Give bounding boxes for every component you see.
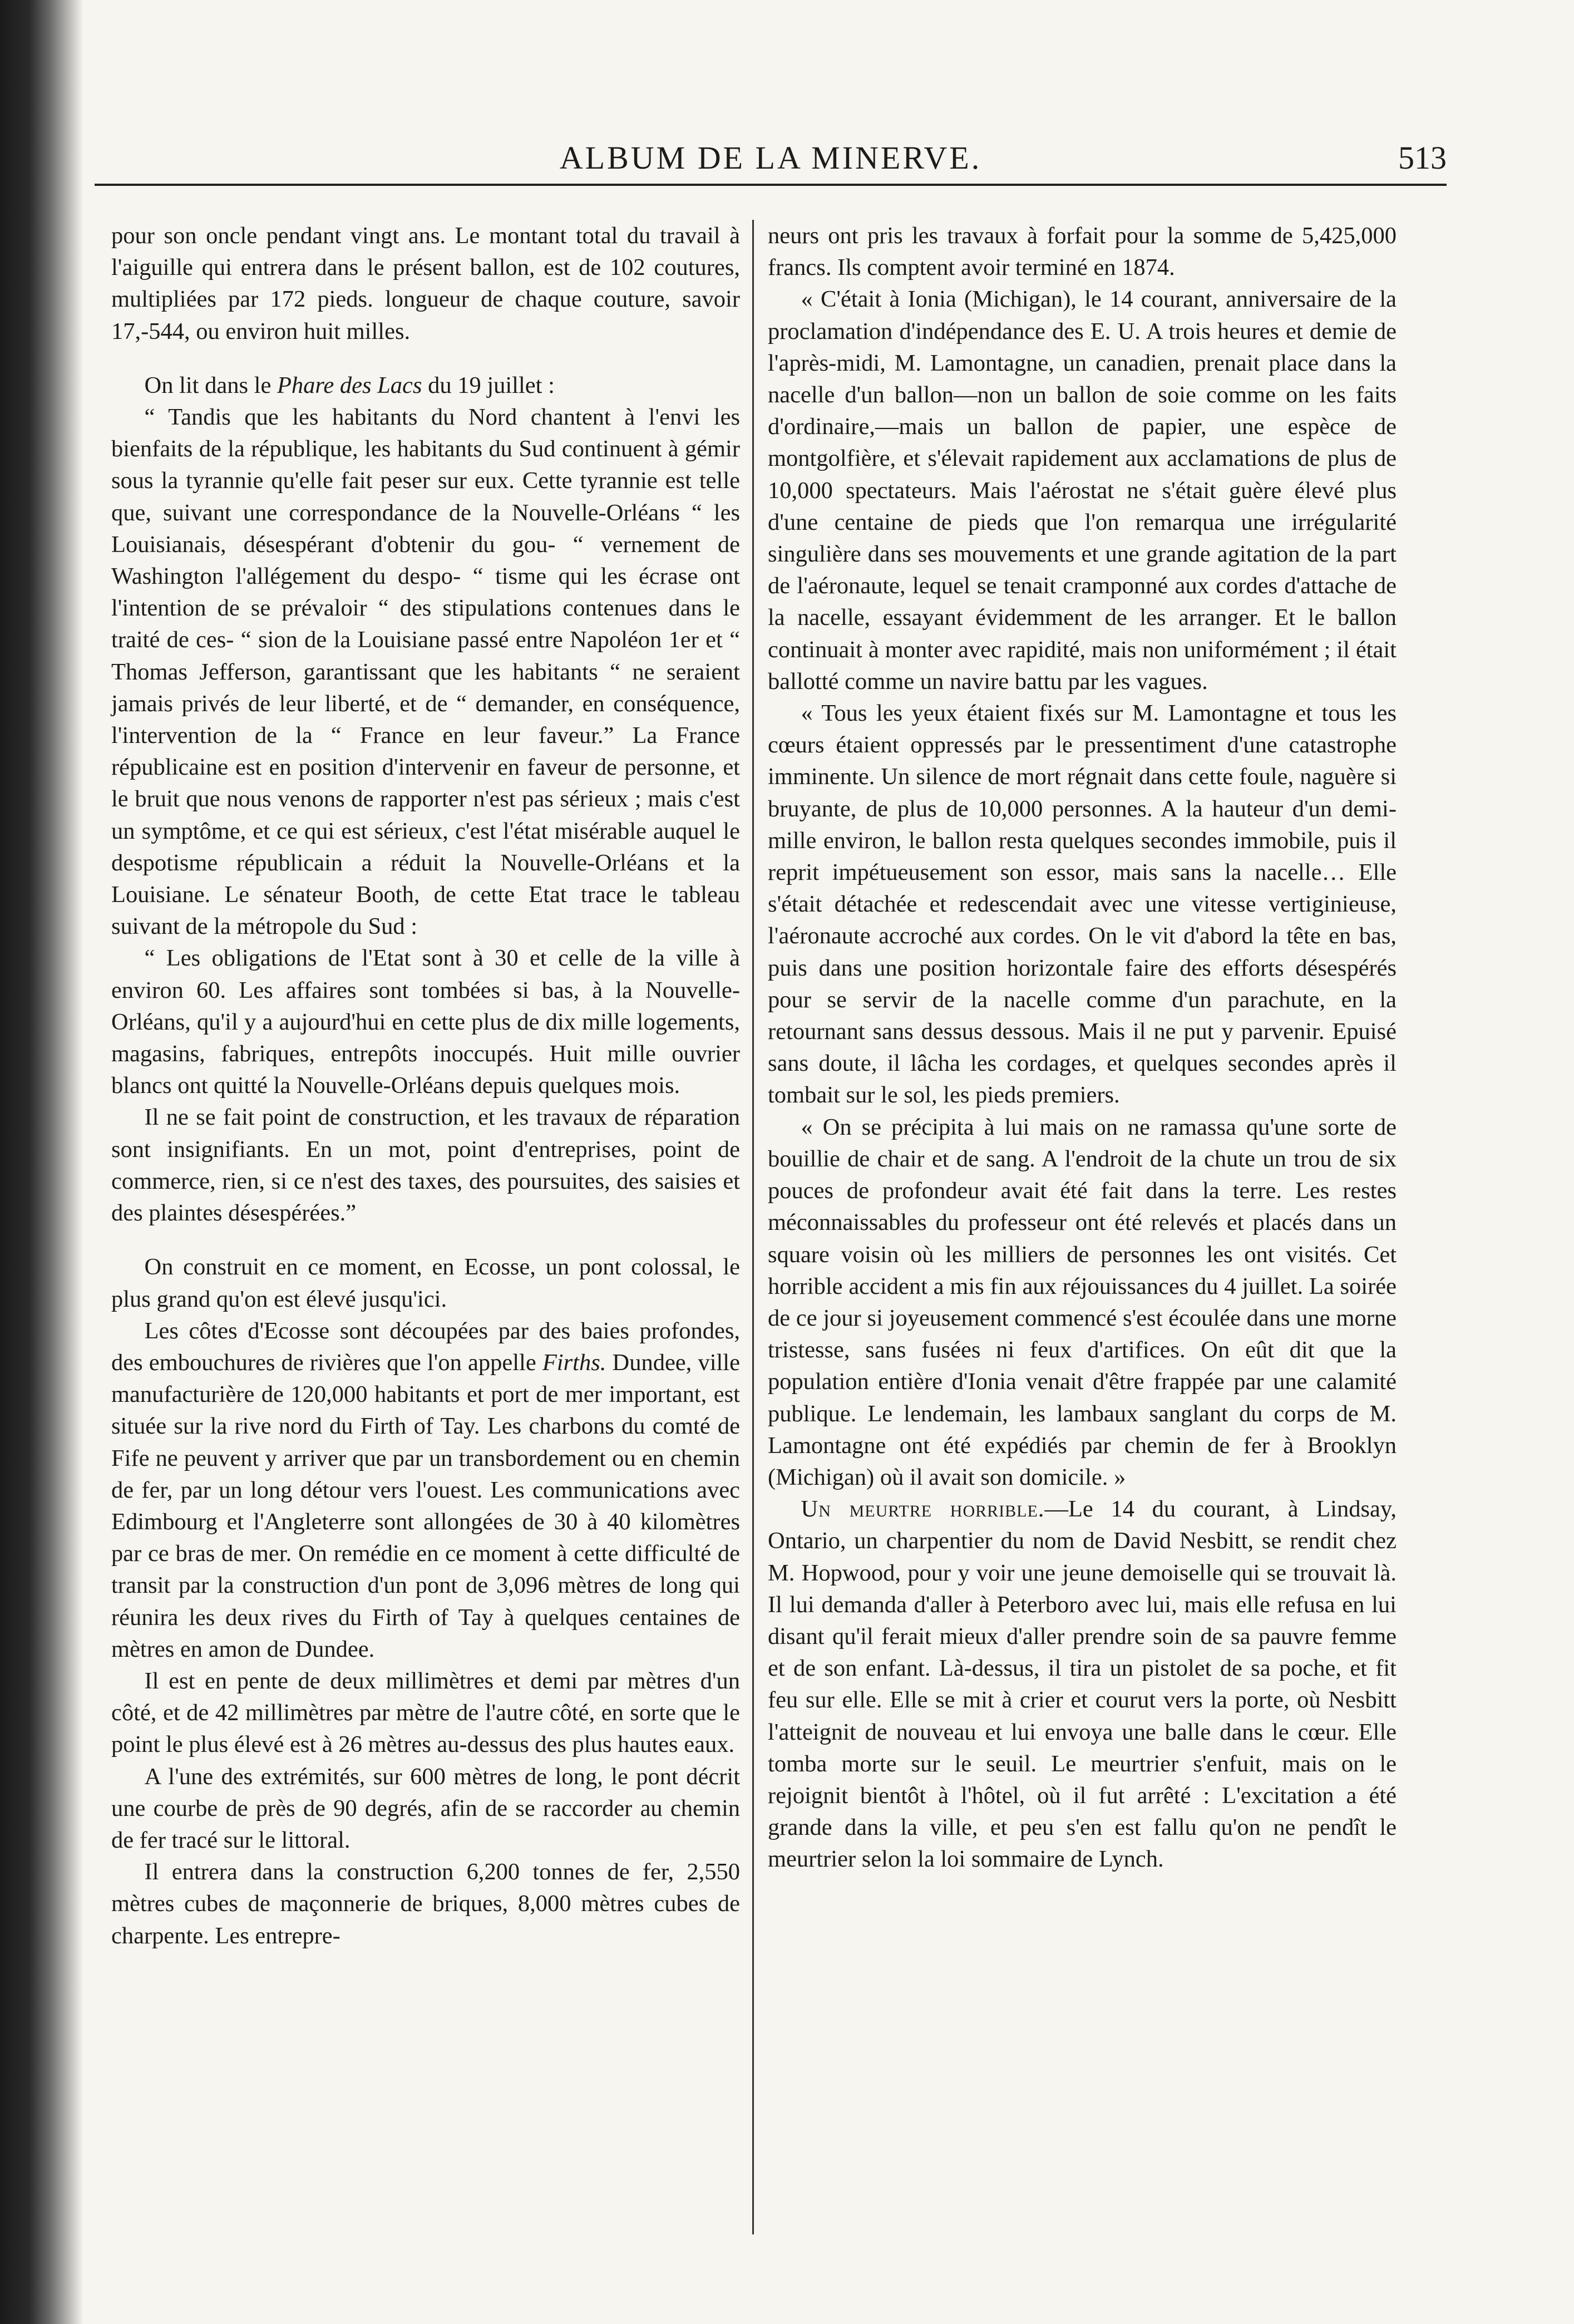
paragraph-murder [768, 1493, 1397, 1875]
header-rule [95, 184, 1447, 186]
paragraph-balloon-stitching: pour son oncle pendant vingt ans. Le montant total du travail à l'aiguille qui entrera dans le présent ballon, est de 102 coutures, multipliées par 172 pieds. longueur de chaque couture, savoir 17,-544, ou environ huit milles. [111, 223, 740, 344]
paragraph-obligations: “ Les obligations de l'Etat sont à 30 et celle de la ville à environ 60. Les affaires sont tombées si bas, à la Nouvelle-Orléans, qu'il y a aujourd'hui en cette plus de dix mille logements, magasins, fabriques, entrepôts inoccupés. Huit mille ouvrier blancs ont quitté la Nouvelle-Orléans depuis quelques mois. [111, 945, 740, 1099]
left-column [111, 220, 740, 1952]
firths-text-before: Les côtes d'Ecosse sont découpées par des baies profondes, des embouchures de rivières que l'on appelle [111, 1317, 740, 1376]
running-title: ALBUM DE LA MINERVE. [559, 140, 982, 176]
murder-heading: Un meurtre horrible. [801, 1496, 1045, 1523]
page-number: 513 [1398, 140, 1447, 176]
paragraph-contractors: neurs ont pris les travaux à forfait pour la somme de 5,425,000 francs. Ils comptent avoir terminé en 1874. [768, 223, 1397, 281]
source-intro-text: On lit dans le [144, 372, 277, 398]
page-binding-shadow [0, 0, 83, 2324]
right-column [768, 220, 1397, 1875]
paragraph-materials: Il entrera dans la construction 6,200 tonnes de fer, 2,550 mètres cubes de maçonnerie de briques, 8,000 mètres cubes de charpente. Les entrepre- [111, 1859, 740, 1949]
source-title: Phare des Lacs [277, 372, 422, 398]
paragraph-ionia-balloon: « C'était à Ionia (Michigan), le 14 courant, anniversaire de la proclamation d'indépendance des E. U. A trois heures et demie de l'après-midi, M. Lamontagne, un canadien, prenait place dans la nacelle d'un ballon—non un ballon de soie comme on les faits d'ordinaire,—mais un ballon de papier, une espèce de montgolfière, et s'élevait rapidement aux acclamations de plus de 10,000 spectateurs. Mais l'aérostat ne s'était guère élevé plus d'une centaine de pieds que l'on remarqua une irrégularité singulière dans ses mouvements et une grande agitation de la part de l'aéronaute, lequel se tenait cramponné aux cordes d'attache de la nacelle, essayant évidemment de les arranger. Et le ballon continuait à monter avec rapidité, mais non uniformément ; il était ballotté comme un navire battu par les vagues. [768, 286, 1397, 695]
column-rule [752, 220, 754, 2234]
paragraph-aftermath: « On se précipita à lui mais on ne ramassa qu'une sorte de bouillie de chair et de sang. A l'endroit de la chute un trou de six pouces de profondeur avait été fait dans la terre. Les restes méconnaissables du professeur ont été relevés et placés dans un square voisin où les milliers de personnes les ont visités. Cet horrible accident a mis fin aux réjouissances du 4 juillet. La soirée de ce jour si joyeusement commencé s'est écoulée dans une morne tristesse, sans fusées ni feux d'artifices. On eût dit que la population entière d'Ionia venait d'être frappée par une calamité publique. Le lendemain, les lambaux sanglant du corps de M. Lamontagne ont été expédiés par chemin de fer à Brooklyn (Michigan) où il avait son domicile. » [768, 1114, 1397, 1490]
paragraph-slope: Il est en pente de deux millimètres et demi par mètres d'un côté, et de 42 millimètres par mètre de l'autre côté, en sorte que le point le plus élevé est à 26 mètres au-dessus des plus hautes eaux. [111, 1667, 740, 1758]
paragraph-firths [111, 1315, 740, 1665]
paragraph-construction: Il ne se fait point de construction, et les travaux de réparation sont insignifiants. En un mot, point d'entreprises, point de commerce, rien, si ce n'est des taxes, des poursuites, des saisies et des plaintes désespérées.” [111, 1104, 740, 1227]
paragraph-source-intro [111, 370, 740, 401]
murder-text: —Le 14 du courant, à Lindsay, Ontario, un charpentier du nom de David Nesbitt, se rendit chez M. Hopwood, pour y voir une jeune demoiselle qui se trouvait là. Il lui demanda d'aller à Peterboro avec lui, mais elle refusa en lui disant qu'il ferait mieux d'aller prendre soin de sa pauvre femme et de son enfant. Là-dessus, il tira un pistolet de sa poche, et fit feu sur elle. Elle se mit à crier et courut vers la porte, où Nesbitt l'atteignit de nouveau et lui envoya une balle dans le cœur. Elle tomba morte sur le seuil. Le meurtrier s'enfuit, mais on le rejoignit bientôt à l'hôtel, où il fut arrêté : L'excitation a été grande dans la ville, et peu s'en est fallu qu'on ne pendît le meurtrier selon la loi sommaire de Lynch. [768, 1496, 1397, 1873]
paragraph-louisiana: “ Tandis que les habitants du Nord chantent à l'envi les bienfaits de la république, les habitants du Sud continuent à gémir sous la tyrannie qu'elle fait peser sur eux. Cette tyrannie est telle que, suivant une correspondance de la Nouvelle-Orléans “ les Louisianais, désespérant d'obtenir du gou- “ vernement de Washington l'allégement du despo- “ tisme qui les écrase ont l'intention de se prévaloir “ des stipulations contenues dans le traité de ces- “ sion de la Louisiane passé entre Napoléon 1er et “ Thomas Jefferson, garantissant que les habitants “ ne seraient jamais privés de leur liberté, et de “ demander, en conséquence, l'intervention de la “ France en leur faveur.” La France républicaine est en position d'intervenir en faveur de personne, et le bruit que nous venons de rapporter n'est pas sérieux ; mais c'est un symptôme, et ce qui est sérieux, c'est l'état misérable auquel le despotisme républicain a réduit la Nouvelle-Orléans et la Louisiane. Le sénateur Booth, de cette Etat trace le tableau suivant de la métropole du Sud : [111, 404, 740, 940]
paragraph-curve: A l'une des extrémités, sur 600 mètres de long, le pont décrit une courbe de près de 90 degrés, afin de se raccorder au chemin de fer tracé sur le littoral. [111, 1763, 740, 1853]
paragraph-scotland-bridge: On construit en ce moment, en Ecosse, un pont colossal, le plus grand qu'on est élevé jusqu'ici. [111, 1254, 740, 1312]
firths-term: Firths. [542, 1349, 606, 1376]
firths-text-after: Dundee, ville manufacturière de 120,000 habitants et port de mer important, est située sur la rive nord du Firth of Tay. Les charbons du comté de Fife ne peuvent y arriver que par un transbordement ou en chemin de fer, par un long détour vers l'ouest. Les communications avec Edimbourg et l'Angleterre sont allongées de 30 à 40 kilomètres par ce bras de mer. On remédie en ce moment à cette difficulté de transit par la construction d'un pont de 3,096 mètres de long qui réunira les deux rives du Firth of Tay à quelques centaines de mètres en amon de Dundee. [111, 1349, 740, 1662]
page-header [95, 139, 1447, 178]
source-date: du 19 juillet : [422, 372, 555, 398]
paragraph-catastrophe: « Tous les yeux étaient fixés sur M. Lamontagne et tous les cœurs étaient oppressés par le pressentiment d'une catastrophe imminente. Un silence de mort régnait dans cette foule, naguère si bruyante, de plus de 10,000 personnes. A la hauteur d'un demi-mille environ, le ballon resta quelques secondes immobile, puis il reprit impétueusement son essor, mais sans la nacelle… Elle s'était détachée et redescendait avec une vitesse vertiginieuse, l'aéronaute accroché aux cordes. On le vit d'abord la tête en bas, puis dans une position horizontale faire des efforts désespérés pour se servir de la nacelle comme d'un parachute, en la retournant sans dessus dessous. Mais il ne put y parvenir. Epuisé sans doute, il lâcha les cordages, et quelques secondes après il tombait sur le sol, les pieds premiers. [768, 700, 1397, 1109]
